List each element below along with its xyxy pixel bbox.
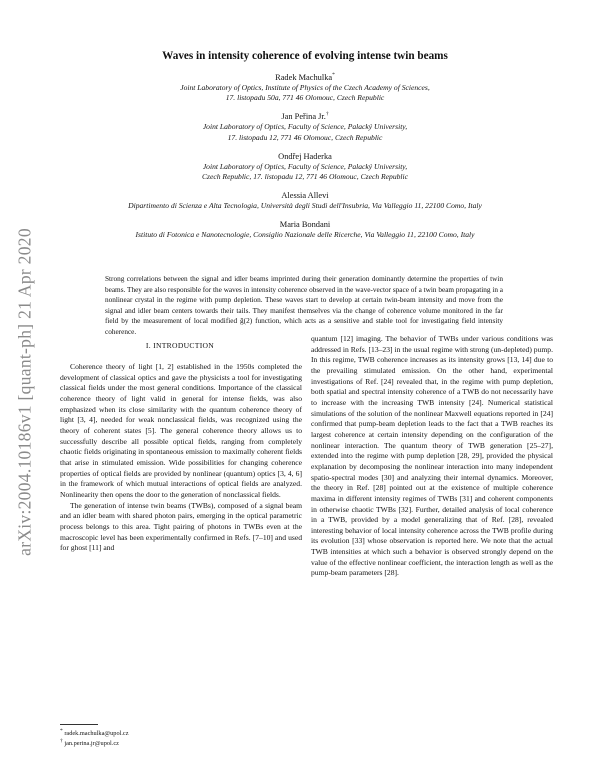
author-block bbox=[70, 73, 540, 103]
footnote bbox=[60, 739, 300, 749]
author-mark: † bbox=[325, 111, 329, 118]
affiliation-line: Joint Laboratory of Optics, Faculty of Science, Palacký University, bbox=[202, 122, 408, 132]
author-name: Maria Bondani bbox=[279, 220, 331, 230]
author-block bbox=[70, 191, 540, 211]
arxiv-stamp bbox=[14, 182, 36, 602]
left-column bbox=[60, 362, 302, 554]
footnotes bbox=[60, 729, 300, 748]
affiliation-line: Joint Laboratory of Optics, Institute of Physics of the Czech Academy of Sciences, bbox=[180, 83, 430, 92]
author-block bbox=[70, 152, 540, 182]
affiliation-line: 17. listopadu 50a, 771 46 Olomouc, Czech Republic bbox=[225, 93, 385, 103]
author-name: Ondřej Haderka bbox=[278, 151, 332, 161]
affiliation-line: 17. listopadu 12, 771 46 Olomouc, Czech Republic bbox=[227, 132, 383, 142]
footnote-mark: * bbox=[60, 727, 63, 734]
section-heading: I. INTRODUCTION bbox=[145, 341, 215, 350]
paragraph: quantum [12] imaging. The behavior of TWBs under various conditions was addressed in Refs. [13–23] in the usual regime with strong (un-depleted) pump. In this regime, TWB coherence increases as its intensity grows [13, 14] due to the prevailing stimulated emission. On the other hand, experimental investigations of Ref. [24] revealed that, in the regime with pump depletion, both spatial and spectral intensity coherence of a TWB do not necessarily have to increase with the increasing TWB intensity [24]. Numerical statistical simulations of the solution of the nonlinear Maxwell equations reported in [24] confirmed that pump-beam depletion leads to the fact that a TWB reaches its largest coherence at certain intensity depending on the configuration of the nonlinear interaction. The quantum theory of TWB generation [25–27], extended into the regime with pump depletion [28, 29], provided the physical explanation by decomposing the nonlinear interaction into many independent spatio-spectral modes [30] and analyzing their internal dynamics. Moreover, the theory in Ref. [28] pointed out at the existence of multiple coherence maxima in different intensity regimes of TWBs [31] and coherent components in otherwise chaotic TWBs [32]. Further, detailed analysis of local coherence in a TWB, provided by a model generalizing that of Ref. [28], revealed interesting behavior of local intensity coherence across the TWB profile during its evolution [33] whose observation is reported here. We note that the actual TWB intensities at which such a behavior is observed strongly depend on the value of the effective nonlinear coefficient, the interaction length as well as the pump-beam parameters [28]. bbox=[311, 334, 553, 578]
footnote-mark: † bbox=[60, 737, 63, 744]
author-name: Radek Machulka* bbox=[275, 72, 335, 82]
footnote-email: jan.perina.jr@upol.cz bbox=[64, 739, 119, 747]
author-mark: * bbox=[332, 72, 335, 79]
author-name: Jan Peřina Jr.† bbox=[281, 111, 329, 122]
affiliation-line: Istituto di Fotonica e Nanotecnologie, Consiglio Nazionale delle Ricerche, Via Valleggio 11, 22100 Como, Italy bbox=[135, 230, 475, 240]
affiliation-line: Joint Laboratory of Optics, Faculty of Science, Palacký University, bbox=[202, 161, 408, 171]
affiliation-line: Czech Republic, 17. listopadu 12, 771 46 Olomouc, Czech Republic bbox=[201, 172, 409, 182]
footnote-email: radek.machulka@upol.cz bbox=[64, 730, 129, 737]
right-column bbox=[311, 334, 553, 579]
footnote bbox=[60, 729, 300, 739]
paragraph: Coherence theory of light [1, 2] established in the 1950s completed the development of classical optics and gave the physicists a tool for investigating classical fields under the most general conditions. Importance of the classical coherence theory of light valid in general for intense fields, was also emphasized when its close similarity with the quantum coherence theory of light [3, 4], needed for weak nonclassical fields, was recognized using the theory of coherent states [5]. The general coherence theory allows us to successfully describe all possible optical fields, ranging from completely chaotic fields originating in spontaneous emission to maximally coherent fields that arise in stimulated emission. Wide possibilities for changing coherence properties of optical fields are provided by nonlinear (quantum) optics [3, 4, 6] in the framework of which mutual interactions of optical fields are analyzed. Nonlinearity then opens the door to the generation of nonclassical fields. bbox=[60, 362, 302, 499]
affiliation-line: Dipartimento di Scienza e Alta Tecnologia, Università degli Studi dell'Insubria, Via Valleggio 11, 22100 Como, Italy bbox=[128, 201, 482, 211]
author-list bbox=[70, 73, 540, 250]
footnote-rule bbox=[60, 724, 98, 725]
paper-title: Waves in intensity coherence of evolving intense twin beams bbox=[162, 50, 448, 62]
abstract: Strong correlations between the signal and idler beams imprinted during their generation dominantly determine the properties of twin beams. They are also responsible for the waves in intensity coherence observed in the wave-vector space of a twin beam propagating in a nonlinear crystal in the regime with pump depletion. These waves start to develop at certain twin-beam intensity and move from the signal and idler beam centers towards their tails. They manifest themselves via the change of coherence volume monitored in the far field by the measurement of local modified ḡ(2) function, which acts as a sensitive and stable tool for investigating field intensity coherence. bbox=[105, 275, 503, 336]
author-block bbox=[70, 220, 540, 240]
paragraph: The generation of intense twin beams (TWBs), composed of a signal beam and an idler beam with shared photon pairs, emerging in the optical parametric process belongs to this area. Tight pairing of photons in TWBs even at the macroscopic level has been experimentally confirmed in Refs. [7–10] and used for ghost [11] and bbox=[60, 500, 302, 553]
arxiv-stamp-text: arXiv:2004.10186v1 [quant-ph] 21 Apr 2020 bbox=[14, 228, 35, 556]
author-block bbox=[70, 112, 540, 142]
author-name: Alessia Allevi bbox=[281, 191, 329, 201]
